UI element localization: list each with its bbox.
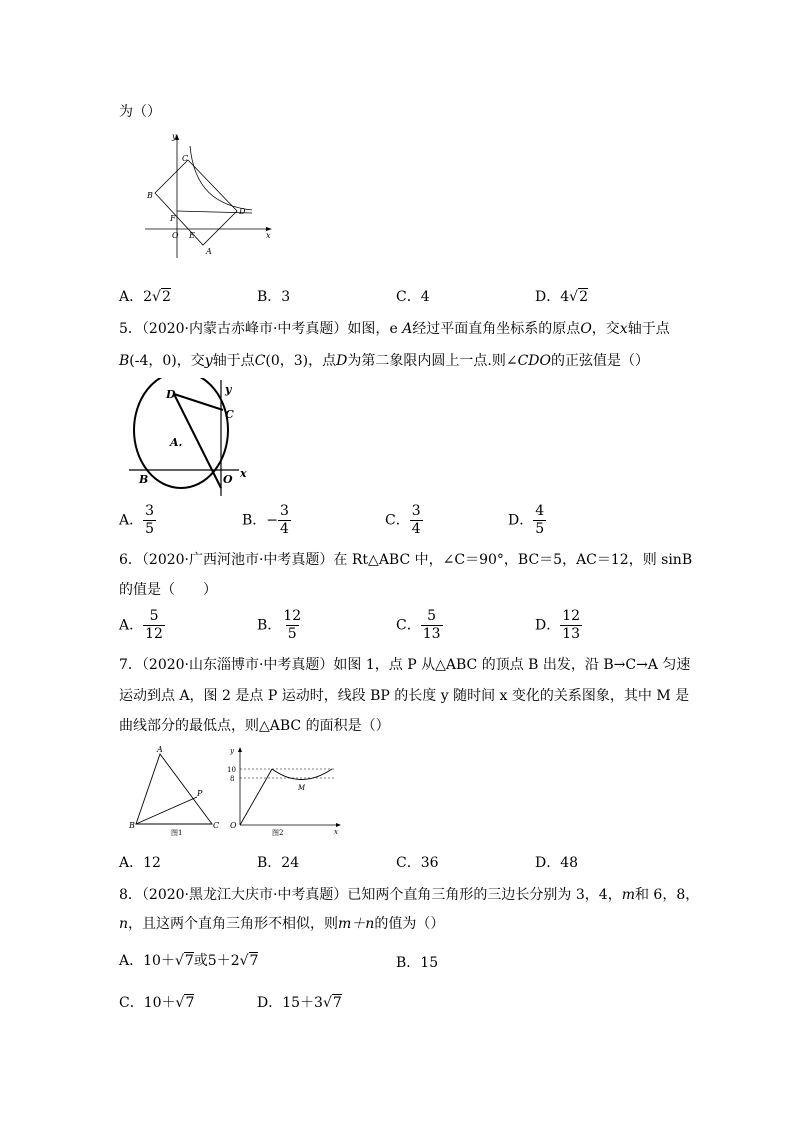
q7-fig2-label-10: 10 [227, 766, 236, 774]
q7-fig2-label-m: M [298, 784, 306, 792]
q4-label-y: y [172, 132, 177, 141]
q5-line-1: 5．（2020·内蒙古赤峰市·中考真题）如图，e A经过平面直角坐标系的原点O，交x轴于点 [119, 321, 670, 337]
q4-label-b: B [147, 191, 153, 200]
q6-option-d[interactable]: D． $\frac{12}{13}$ [535, 608, 581, 642]
q4-label-f: F [170, 214, 176, 223]
q7-segment-bp [136, 797, 197, 824]
q4-option-d[interactable]: D．4√2 [535, 289, 588, 305]
q5-line-2: B(-4，0)，交y轴于点C(0，3)，点D为第二象限内圆上一点.则∠CDO的正弦值是（） [119, 353, 649, 369]
q7-line-1: 7．（2020·山东淄博市·中考真题）如图 1，点 P 从△ABC 的顶点 B 出发，沿 B→C→A 匀速 [119, 657, 691, 673]
q7-figure-1 [127, 745, 227, 840]
q7-fig1-label-b: B [129, 821, 135, 830]
q8-line-2: n，且这两个直角三角形不相似，则m＋n的值为（） [119, 916, 445, 932]
q4-label-d: D [239, 207, 246, 216]
q7-line-2: 运动到点 A，图 2 是点 P 运动时，线段 BP 的长度 y 随时间 x 变化的关系图象，其中 M 是 [119, 688, 690, 704]
q5-label-y: y [225, 383, 232, 396]
q6-line-2: 的值是（ ） [119, 582, 217, 598]
q7-fig2-caption: 图2 [272, 829, 284, 837]
q6-option-c[interactable]: C． $\frac{5}{13}$ [396, 608, 441, 642]
q5-label-o: O [223, 473, 233, 486]
q5-option-a[interactable]: A． $\frac{3}{5}$ [119, 503, 155, 537]
q7-option-a[interactable]: A．12 [119, 855, 161, 871]
q4-label-x: x [266, 231, 271, 240]
q4-label-e: E [189, 231, 195, 240]
q4-option-b[interactable]: B．3 [257, 289, 291, 305]
q5-label-x: x [240, 467, 247, 480]
q7-option-b[interactable]: B．24 [257, 855, 300, 871]
q7-option-c[interactable]: C．36 [396, 855, 439, 871]
q5-option-b[interactable]: B．− $\frac{3}{4}$ [242, 503, 289, 537]
q5-circle [134, 378, 228, 488]
q6-option-a[interactable]: A． $\frac{5}{12}$ [119, 608, 163, 642]
q6-line-1: 6．（2020·广西河池市·中考真题）在 Rt△ABC 中，∠C＝90°，BC＝5，AC＝12，则 sinB [119, 552, 693, 568]
q6-option-b[interactable]: B． $\frac{12}{5}$ [257, 608, 302, 642]
q7-fig2-label-x: x [334, 828, 338, 836]
q8-option-d[interactable]: D．15＋3√7 [257, 995, 342, 1011]
q7-fig1-caption: 图1 [171, 829, 183, 837]
q5-figure [127, 378, 252, 498]
q8-option-b[interactable]: B．15 [396, 955, 439, 971]
q7-option-d[interactable]: D．48 [535, 855, 579, 871]
q5-label-b: B [139, 473, 149, 486]
q7-line-3: 曲线部分的最低点，则△ABC 的面积是（） [119, 718, 390, 734]
q5-label-a: A. [170, 436, 183, 449]
q4-hyperbola [190, 146, 252, 210]
q5-option-c[interactable]: C． $\frac{3}{4}$ [385, 503, 421, 537]
q7-fig2-label-o: O [230, 821, 237, 830]
q4-option-a[interactable]: A．2√2 [119, 289, 171, 305]
q7-figure-2 [226, 745, 344, 840]
q8-option-a[interactable]: A．10＋√7或5＋2√7 [119, 953, 259, 969]
q7-fig2-label-8: 8 [230, 775, 235, 783]
q4-option-c[interactable]: C．4 [396, 289, 430, 305]
q7-fig1-label-c: C [213, 821, 220, 830]
q5-label-d: D [166, 388, 176, 401]
q4-label-a: A [206, 247, 212, 256]
q4-figure [140, 128, 275, 263]
q5-option-d[interactable]: D． $\frac{4}{5}$ [508, 503, 545, 537]
q4-tail-text: 为（） [119, 104, 161, 120]
q5-label-c: C [225, 408, 234, 421]
q7-fig1-label-a: A [157, 745, 163, 754]
q4-label-c: C [182, 154, 189, 163]
q8-option-c[interactable]: C．10＋√7 [119, 995, 195, 1011]
q4-label-o: O [172, 231, 179, 240]
q7-fig1-label-p: P [197, 789, 203, 798]
q7-fig2-label-y: y [230, 747, 234, 755]
q8-line-1: 8．（2020·黑龙江大庆市·中考真题）已知两个直角三角形的三边长分别为 3，4，m和 6，8， [119, 887, 700, 903]
q7-fig2-line-part [240, 769, 272, 825]
